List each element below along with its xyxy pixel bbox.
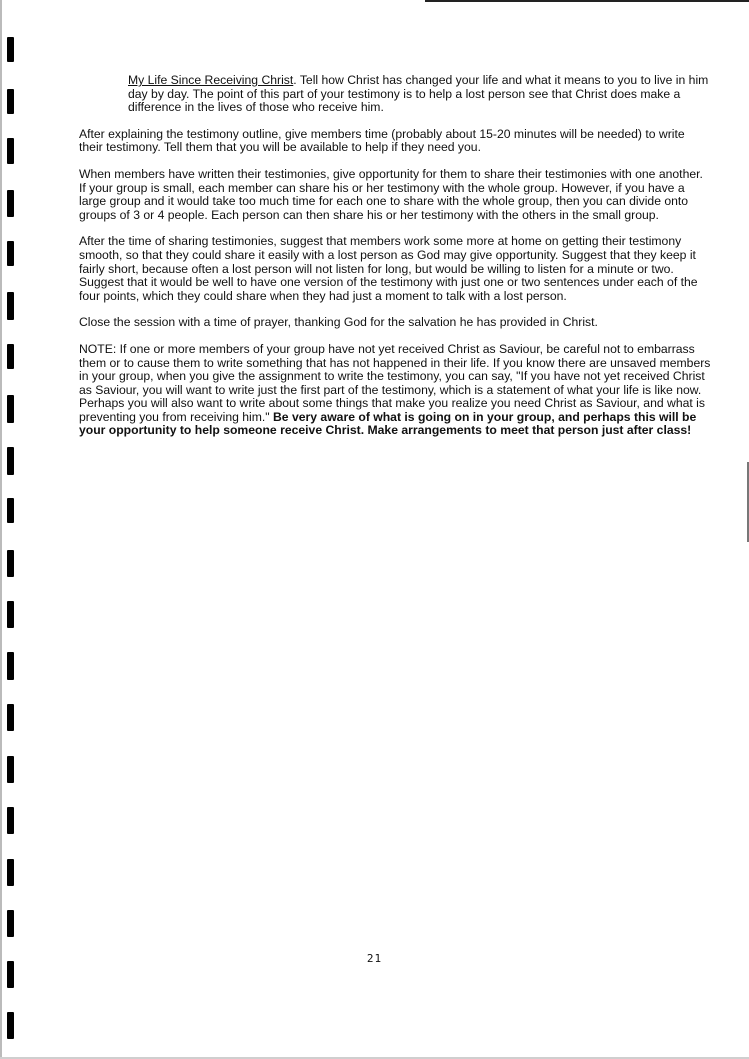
section-heading: My Life Since Receiving Christ bbox=[128, 73, 294, 87]
top-rule bbox=[425, 0, 749, 2]
binding-hole bbox=[7, 292, 14, 320]
binding-hole bbox=[7, 807, 14, 834]
paragraph-text: . Tell how Christ has changed your life and what it means to you to live in him day by day. The point of this part of your testimony is to help a lost person see that Christ does make a difference in the lives of those who receive him. bbox=[128, 73, 709, 115]
binding-hole bbox=[7, 498, 14, 523]
binding-hole bbox=[7, 859, 14, 886]
binding-hole bbox=[7, 601, 14, 628]
binding-hole bbox=[7, 704, 14, 731]
left-page-edge bbox=[0, 0, 2, 1059]
binding-hole bbox=[7, 550, 14, 577]
note-emphasis: Be very aware of what is going on in your group, and perhaps this will be your opportunity to help someone receive Christ. Make arrangements to meet that person just after class! bbox=[79, 409, 697, 438]
binding-hole bbox=[7, 447, 14, 475]
page-number: 21 bbox=[366, 952, 383, 965]
binding-hole bbox=[7, 190, 14, 217]
binding-hole bbox=[7, 756, 14, 783]
paragraph-prayer: Close the session with a time of prayer, thanking God for the salvation he has provided in Christ. bbox=[79, 315, 598, 330]
binding-hole bbox=[7, 241, 14, 266]
binding-hole bbox=[7, 37, 14, 62]
document-body bbox=[79, 74, 711, 451]
paragraph-writing-time: After explaining the testimony outline, give members time (probably about 15-20 minutes will be needed) to write their testimony. Tell them that you will be available to help if they need you. bbox=[79, 126, 685, 155]
binding-hole bbox=[7, 138, 14, 164]
binding-hole bbox=[7, 395, 14, 423]
binding-hole bbox=[7, 910, 14, 937]
paragraph-note bbox=[79, 343, 711, 438]
binding-hole bbox=[7, 1012, 14, 1039]
paragraph-sharing: When members have written their testimonies, give opportunity for them to share their testimonies with one another. If your group is small, each member can share his or her testimony with the whole group. However, if you have a large group and it would take too much time for each one to share with the whole group, then you can divide onto groups of 3 or 4 people. Each person can then share his or her testimony with the others in the small group. bbox=[79, 166, 703, 222]
note-text: NOTE: If one or more members of your group have not yet received Christ as Saviour, be careful not to embarrass them or to cause them to write something that has not happened in their life. If you know there are unsaved members in your group, when you give the assignment to write the testimony, you can say, "If you have not yet received Christ as Saviour, you will want to write just the first part of the testimony, which is a statement of what your life is like now. Perhaps you will also want to write about some things that make you realize you need Christ as Saviour, and what is preventing you from receiving him." bbox=[79, 341, 711, 424]
binding-hole bbox=[7, 961, 14, 988]
binding-hole bbox=[7, 652, 14, 680]
paragraph-practice: After the time of sharing testimonies, suggest that members work some more at home on getting their testimony smooth, so that they could share it easily with a lost person as God may give opportunity. Suggest that they keep it fairly short, because often a lost person will not listen for long, but would be willing to listen for a minute or two. Suggest that it would be well to have one version of the testimony with just one or two sentences under each of the four points, which they could share when they had just a moment to talk with a lost person. bbox=[79, 234, 698, 303]
binding-hole bbox=[7, 89, 14, 114]
binding-hole bbox=[7, 344, 14, 369]
paragraph-life-since-christ bbox=[128, 74, 711, 115]
